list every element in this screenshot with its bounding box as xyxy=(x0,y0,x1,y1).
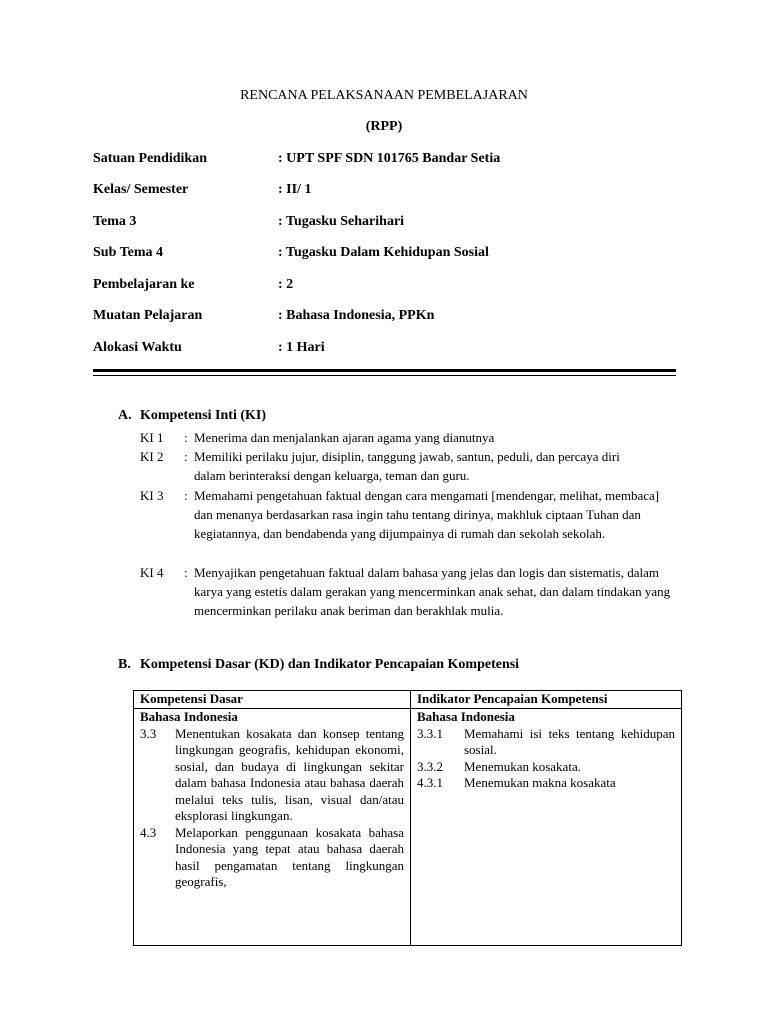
ki-text: Menyajikan pengetahuan faktual dalam bahasa yang jelas dan logis dan sistematis, dalam karya yang estetis dalam gerakan yang mencerminkan anak sehat, dan dalam tindakan yang mencerminkan perilaku anak beriman dan berakhlak mulia. xyxy=(194,565,671,619)
ki-colon: : xyxy=(184,430,188,445)
identity-value: : II/ 1 xyxy=(278,182,312,197)
table-header-row xyxy=(134,691,682,709)
indicator-number: 4.3.1 xyxy=(417,775,443,790)
indicator-text: Menemukan makna kosakata xyxy=(464,775,616,790)
indicator-cell xyxy=(411,709,682,946)
header-divider-thick xyxy=(93,369,676,372)
table-row xyxy=(134,709,682,946)
ki-code: KI 2 xyxy=(140,449,164,464)
indicator-item xyxy=(417,759,675,776)
document-subtitle: (RPP) xyxy=(365,119,403,134)
identity-label: Satuan Pendidikan xyxy=(93,151,207,166)
identity-label: Kelas/ Semester xyxy=(93,182,189,197)
ki-code: KI 3 xyxy=(140,488,164,503)
section-b-heading xyxy=(118,657,519,673)
identity-label: Pembelajaran ke xyxy=(93,277,195,292)
ki-code: KI 1 xyxy=(140,430,164,445)
kd-cell xyxy=(134,709,411,946)
section-a-heading xyxy=(118,408,266,424)
section-title: Kompetensi Inti (KI) xyxy=(140,408,266,423)
indicator-item xyxy=(417,775,675,792)
identity-row-subtema xyxy=(93,245,489,261)
indicator-text: Menemukan kosakata. xyxy=(464,758,581,774)
identity-label: Tema 3 xyxy=(93,214,137,229)
header-divider-thin xyxy=(93,375,676,376)
kd-item xyxy=(140,825,404,891)
identity-row-muatan xyxy=(93,308,434,324)
ki-colon: : xyxy=(184,488,188,503)
identity-value: : Bahasa Indonesia, PPKn xyxy=(278,308,435,323)
identity-row-kelas xyxy=(93,182,311,198)
identity-value: : Tugasku Dalam Kehidupan Sosial xyxy=(278,245,489,260)
identity-row-satuan xyxy=(93,151,500,167)
kd-number: 4.3 xyxy=(140,824,157,840)
identity-value: : UPT SPF SDN 101765 Bandar Setia xyxy=(278,151,501,166)
identity-row-tema xyxy=(93,214,404,230)
section-letter: B. xyxy=(118,657,131,672)
identity-row-alokasi xyxy=(93,340,325,356)
ki-code: KI 4 xyxy=(140,565,164,580)
indicator-text: Memahami isi teks tentang kehidupan sosial. xyxy=(464,725,675,757)
ki-colon: : xyxy=(184,565,188,580)
ki-text: Menerima dan menjalankan ajaran agama yang dianutnya xyxy=(194,430,495,445)
identity-label: Sub Tema 4 xyxy=(93,245,164,260)
identity-value: : 2 xyxy=(278,277,294,292)
kd-text: Melaporkan penggunaan kosakata bahasa Indonesia yang tepat atau bahasa daerah hasil pengamatan tentang lingkungan geografis, xyxy=(175,824,404,889)
kd-table xyxy=(133,690,682,946)
identity-label: Muatan Pelajaran xyxy=(93,308,203,323)
kd-number: 3.3 xyxy=(140,725,157,741)
identity-row-pembelajaran xyxy=(93,277,293,293)
indicator-item xyxy=(417,726,675,759)
identity-label: Alokasi Waktu xyxy=(93,340,182,355)
section-letter: A. xyxy=(118,408,132,423)
column-header: Kompetensi Dasar xyxy=(134,691,411,709)
indicator-number: 3.3.2 xyxy=(417,758,443,774)
section-title: Kompetensi Dasar (KD) dan Indikator Pencapaian Kompetensi xyxy=(140,657,520,672)
column-header: Indikator Pencapaian Kompetensi xyxy=(411,691,682,709)
ki-colon: : xyxy=(184,449,188,464)
identity-value: : Tugasku Seharihari xyxy=(278,214,405,229)
kd-item xyxy=(140,726,404,825)
ki-text: Memahami pengetahuan faktual dengan cara mengamati [mendengar, melihat, membaca] dan menanya berdasarkan rasa ingin tahu tentang dirinya, makhluk ciptaan Tuhan dan kegiatannya, dan bendabenda yang dijumpainya di rumah dan sekolah sekolah. xyxy=(194,488,660,542)
subject-label: Bahasa Indonesia xyxy=(140,709,238,724)
identity-value: : 1 Hari xyxy=(278,340,325,355)
kd-text: Menentukan kosakata dan konsep tentang lingkungan geografis, kehidupan ekonomi, sosial, dan budaya di lingkungan sekitar dalam bahasa Indonesia atau bahasa daerah melalui teks tulis, lisan, visual dan/atau eksplorasi lingkungan. xyxy=(175,725,404,823)
indicator-number: 3.3.1 xyxy=(417,725,443,741)
subject-label: Bahasa Indonesia xyxy=(417,709,515,724)
document-title: RENCANA PELAKSANAAN PEMBELAJARAN xyxy=(240,88,528,103)
ki-text: Memiliki perilaku jujur, disiplin, tanggung jawab, santun, peduli, dan percaya diri dalam berinteraksi dengan keluarga, teman dan guru. xyxy=(194,449,620,484)
